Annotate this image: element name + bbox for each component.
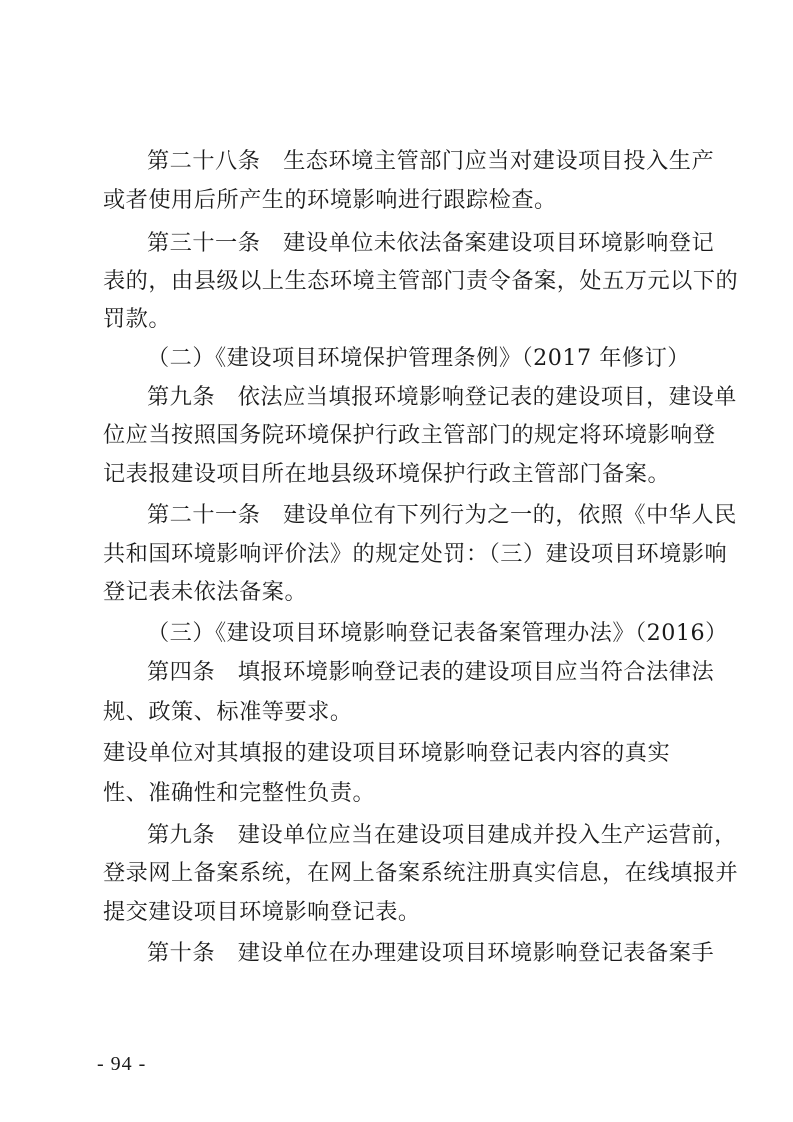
section-heading-2: （二）《建设项目环境保护管理条例》（2017 年修订） (147, 345, 690, 371)
paragraph-article-21-line-2: 共和国环境影响评价法》的规定处罚：（三）建设项目环境影响 (103, 541, 728, 567)
paragraph-article-9-line-2: 位应当按照国务院环境保护行政主管部门的规定将环境影响登 (103, 422, 716, 448)
paragraph-article-9b-line-1: 第九条 建设单位应当在建设项目建成并投入生产运营前， (147, 822, 737, 848)
paragraph-article-28-line-2: 或者使用后所产生的环境影响进行跟踪检查。 (103, 187, 557, 213)
section-heading-3: （三）《建设项目环境影响登记表备案管理办法》（2016） (147, 620, 728, 646)
paragraph-article-4-line-2: 规、政策、标准等要求。 (103, 699, 353, 725)
paragraph-article-28-line-1: 第二十八条 生态环境主管部门应当对建设项目投入生产 (147, 148, 715, 174)
paragraph-article-4-line-1: 第四条 填报环境影响登记表的建设项目应当符合法律法 (147, 659, 715, 685)
paragraph-article-21-line-1: 第二十一条 建设单位有下列行为之一的，依照《中华人民 (147, 502, 737, 528)
paragraph-responsibility-line-1: 建设单位对其填报的建设项目环境影响登记表内容的真实 (103, 740, 671, 766)
paragraph-article-9b-line-3: 提交建设项目环境影响登记表。 (103, 899, 421, 925)
paragraph-article-10-line-1: 第十条 建设单位在办理建设项目环境影响登记表备案手 (147, 940, 715, 966)
paragraph-article-21-line-3: 登记表未依法备案。 (103, 579, 308, 605)
paragraph-responsibility-line-2: 性、准确性和完整性负责。 (103, 780, 376, 806)
paragraph-article-9-line-3: 记表报建设项目所在地县级环境保护行政主管部门备案。 (103, 461, 671, 487)
paragraph-article-9b-line-2: 登录网上备案系统，在网上备案系统注册真实信息，在线填报并 (103, 860, 739, 886)
paragraph-article-31-line-2: 表的，由县级以上生态环境主管部门责令备案，处五万元以下的 (103, 268, 739, 294)
paragraph-article-31-line-3: 罚款。 (103, 306, 172, 332)
paragraph-article-9-line-1: 第九条 依法应当填报环境影响登记表的建设项目，建设单 (147, 384, 737, 410)
page-number: - 94 - (97, 1053, 147, 1075)
paragraph-article-31-line-1: 第三十一条 建设单位未依法备案建设项目环境影响登记 (147, 230, 715, 256)
